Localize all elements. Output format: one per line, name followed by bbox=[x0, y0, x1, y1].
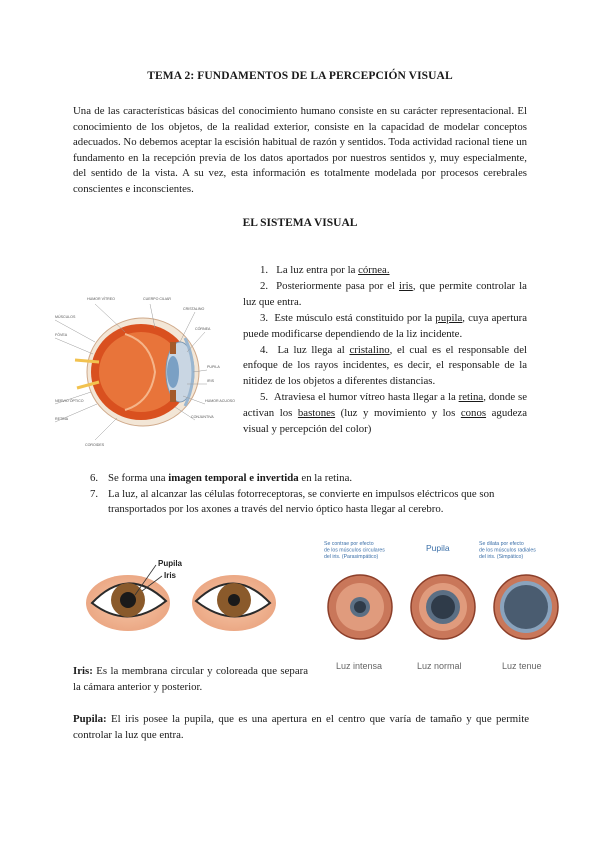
label-humor-vitreo: HUMOR VÍTREO bbox=[87, 297, 115, 301]
steps-list-continued bbox=[90, 471, 530, 518]
step-1: 1. La luz entra por la córnea. bbox=[260, 264, 390, 276]
step-2: 2. Posteriormente pasa por el iris, que permite controlar la luz que entra. bbox=[243, 279, 527, 308]
pupila-definition: Pupila: El iris posee la pupila, que es una apertura en el centro que varía de tamaño y que permite controlar la luz que entra. bbox=[73, 713, 529, 741]
step-3: 3. Este músculo está constituido por la pupila, cuya apertura puede modificarse dependiendo de la liz incidente. bbox=[243, 311, 528, 340]
section-title: EL SISTEMA VISUAL bbox=[242, 217, 358, 229]
cristalino-term: cristalino bbox=[349, 343, 390, 356]
pupila-label: Pupila bbox=[158, 559, 183, 568]
label-iris: IRIS bbox=[207, 379, 214, 383]
pupila-term: pupila bbox=[435, 311, 463, 324]
bastones-term: bastones bbox=[297, 407, 336, 420]
label-nervio-optico: NERVIO ÓPTICO bbox=[55, 399, 84, 403]
pupil-normal bbox=[411, 575, 475, 639]
note-left: Se contrae por efecto de los músculos circulares del iris. (Parasimpático) bbox=[324, 541, 385, 560]
iris-term: iris bbox=[399, 279, 413, 292]
step-7: 7. La luz, al alcanzar las células fotorreceptoras, se convierte en impulsos eléctricos que son transportados por los axones a través del nervio óptico hasta llegar al cerebro. bbox=[90, 487, 495, 516]
pupila-def-term: Pupila: bbox=[73, 713, 107, 725]
steps-list bbox=[243, 263, 527, 438]
step-4: 4. La luz llega al cristalino, el cual es el responsable del enfoque de los rayos incidentes, es decir, el responsable de la nitidez de los objetos a diferentes distancias. bbox=[243, 343, 527, 388]
imagen-term: imagen temporal e invertida bbox=[168, 472, 299, 484]
pupil-dilated bbox=[494, 575, 558, 639]
intro-paragraph: Una de las características básicas del conocimiento humano consiste en su carácter representacional. El conocimiento de los objetos, de la realidad exterior, consiste en la capacidad de modelar conceptos adecuados. No debemos aceptar la escisión habitual de razón y sentidos. Toda actividad racional tiene un fundamento en la recepción previa de los datos aportados por nuestros sentidos y, muy especialmente, del sentido de la vista. A su vez, esta información es totalmente modelada por procesos cerebrales conscientes e inconscientes. bbox=[73, 105, 527, 195]
iris-definition: Iris: Es la membrana circular y coloreada que separa la cámara anterior y posterior. bbox=[73, 665, 308, 693]
label-cornea: CÓRNEA bbox=[195, 327, 211, 331]
page-title: TEMA 2: FUNDAMENTOS DE LA PERCEPCIÓN VISUAL bbox=[147, 70, 453, 82]
label-musculos: MÚSCULOS bbox=[55, 315, 76, 319]
label-pupila: PUPILA bbox=[207, 365, 220, 369]
pupil-contracted bbox=[328, 575, 392, 639]
label-cuerpo-ciliar: CUERPO CILIAR bbox=[143, 297, 171, 301]
cornea-term: córnea. bbox=[358, 264, 390, 276]
conos-term: conos bbox=[460, 407, 487, 420]
label-fovea: FÓVEA bbox=[55, 333, 68, 337]
label-coroides: COROIDES bbox=[85, 443, 105, 447]
eye-anatomy-diagram bbox=[55, 292, 235, 452]
eyes-figure bbox=[86, 555, 276, 655]
caption-tenue: Luz tenue bbox=[502, 661, 542, 671]
label-retina: RETINA bbox=[55, 417, 69, 421]
step-5: 5. Atraviesa el humor vítreo hasta llegar a la retina, donde se activan los bastones (luz y movimiento y los conos agudeza visual y percepción del color) bbox=[243, 391, 527, 436]
pupil-size-figure bbox=[322, 537, 568, 677]
pupil-figure-title: Pupila bbox=[426, 543, 450, 553]
step-6: 6. Se forma una imagen temporal e invertida en la retina. bbox=[90, 472, 353, 484]
retina-term: retina bbox=[458, 391, 484, 404]
note-right: Se dilata por efecto de los músculos radiales del iris. (Simpático) bbox=[479, 541, 536, 560]
caption-normal: Luz normal bbox=[417, 661, 462, 671]
label-humor-acuoso: HUMOR ACUOSO bbox=[205, 399, 235, 403]
label-cristalino: CRISTALINO bbox=[183, 307, 205, 311]
iris-def-term: Iris: bbox=[73, 665, 93, 677]
iris-label: Iris bbox=[164, 571, 177, 580]
caption-intensa: Luz intensa bbox=[336, 661, 383, 671]
label-conjuntiva: CONJUNTIVA bbox=[191, 415, 214, 419]
